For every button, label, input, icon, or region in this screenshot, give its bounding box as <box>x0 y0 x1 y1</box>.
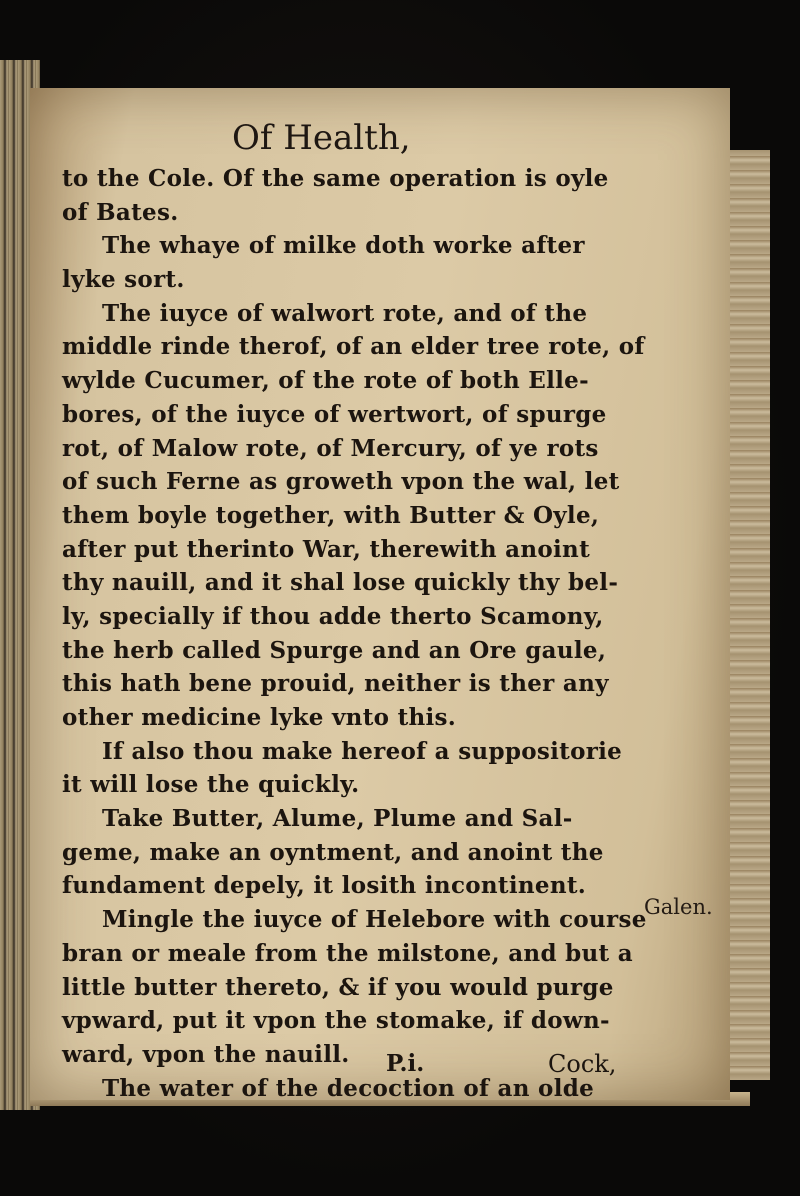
text-line: bran or meale from the milstone, and but a <box>62 939 633 967</box>
text-line: Take Butter, Alume, Plume and Sal- <box>102 805 573 833</box>
text-line: to the Cole. Of the same operation is oyle <box>62 165 609 192</box>
running-head: Of Health, <box>232 118 411 158</box>
margin-note: Galen. <box>644 895 713 919</box>
text-line: The whaye of milke doth worke after <box>102 232 585 260</box>
text-line: of Bates. <box>62 198 179 226</box>
text-line: vpward, put it vpon the stomake, if down- <box>62 1007 610 1035</box>
text-line: little butter thereto, & if you would purge <box>62 973 614 1001</box>
text-line: it will lose the quickly. <box>62 771 360 799</box>
text-line: lyke sort. <box>62 266 185 294</box>
text-line: this hath bene prouid, neither is ther any <box>62 670 609 698</box>
text-line: of such Ferne as groweth vpon the wal, let <box>62 468 620 496</box>
text-line: fundament depely, it losith incontinent. <box>62 872 587 900</box>
text-line: ly, specially if thou adde therto Scamony, <box>62 602 604 630</box>
text-line: The water of the decoction of an olde <box>102 1074 595 1102</box>
text-line: bores, of the iuyce of wertwort, of spurge <box>62 400 607 428</box>
text-line: rot, of Malow rote, of Mercury, of ye rots <box>62 434 599 462</box>
text-line: thy nauill, and it shal lose quickly thy bel- <box>62 569 619 597</box>
text-line: other medicine lyke vnto this. <box>62 704 457 731</box>
text-line: them boyle together, with Butter & Oyle, <box>62 501 600 529</box>
text-line: If also thou make hereof a suppositorie <box>102 737 623 765</box>
text-line: ward, vpon the nauill. <box>62 1040 350 1068</box>
signature-mark: P.i. <box>386 1050 425 1077</box>
text-line: The iuyce of walwort rote, and of the <box>102 299 588 327</box>
text-line: wylde Cucumer, of the rote of both Elle- <box>62 367 589 395</box>
text-line: the herb called Spurge and an Ore gaule, <box>62 636 607 664</box>
body-text <box>62 162 662 1105</box>
text-line: Mingle the iuyce of Helebore with course <box>102 906 647 934</box>
text-line: after put therinto War, therewith anoint <box>62 535 591 563</box>
text-line: middle rinde therof, of an elder tree rote, of <box>62 333 645 361</box>
catchword: Cock, <box>548 1050 617 1078</box>
text-line: geme, make an oyntment, and anoint the <box>62 838 604 866</box>
